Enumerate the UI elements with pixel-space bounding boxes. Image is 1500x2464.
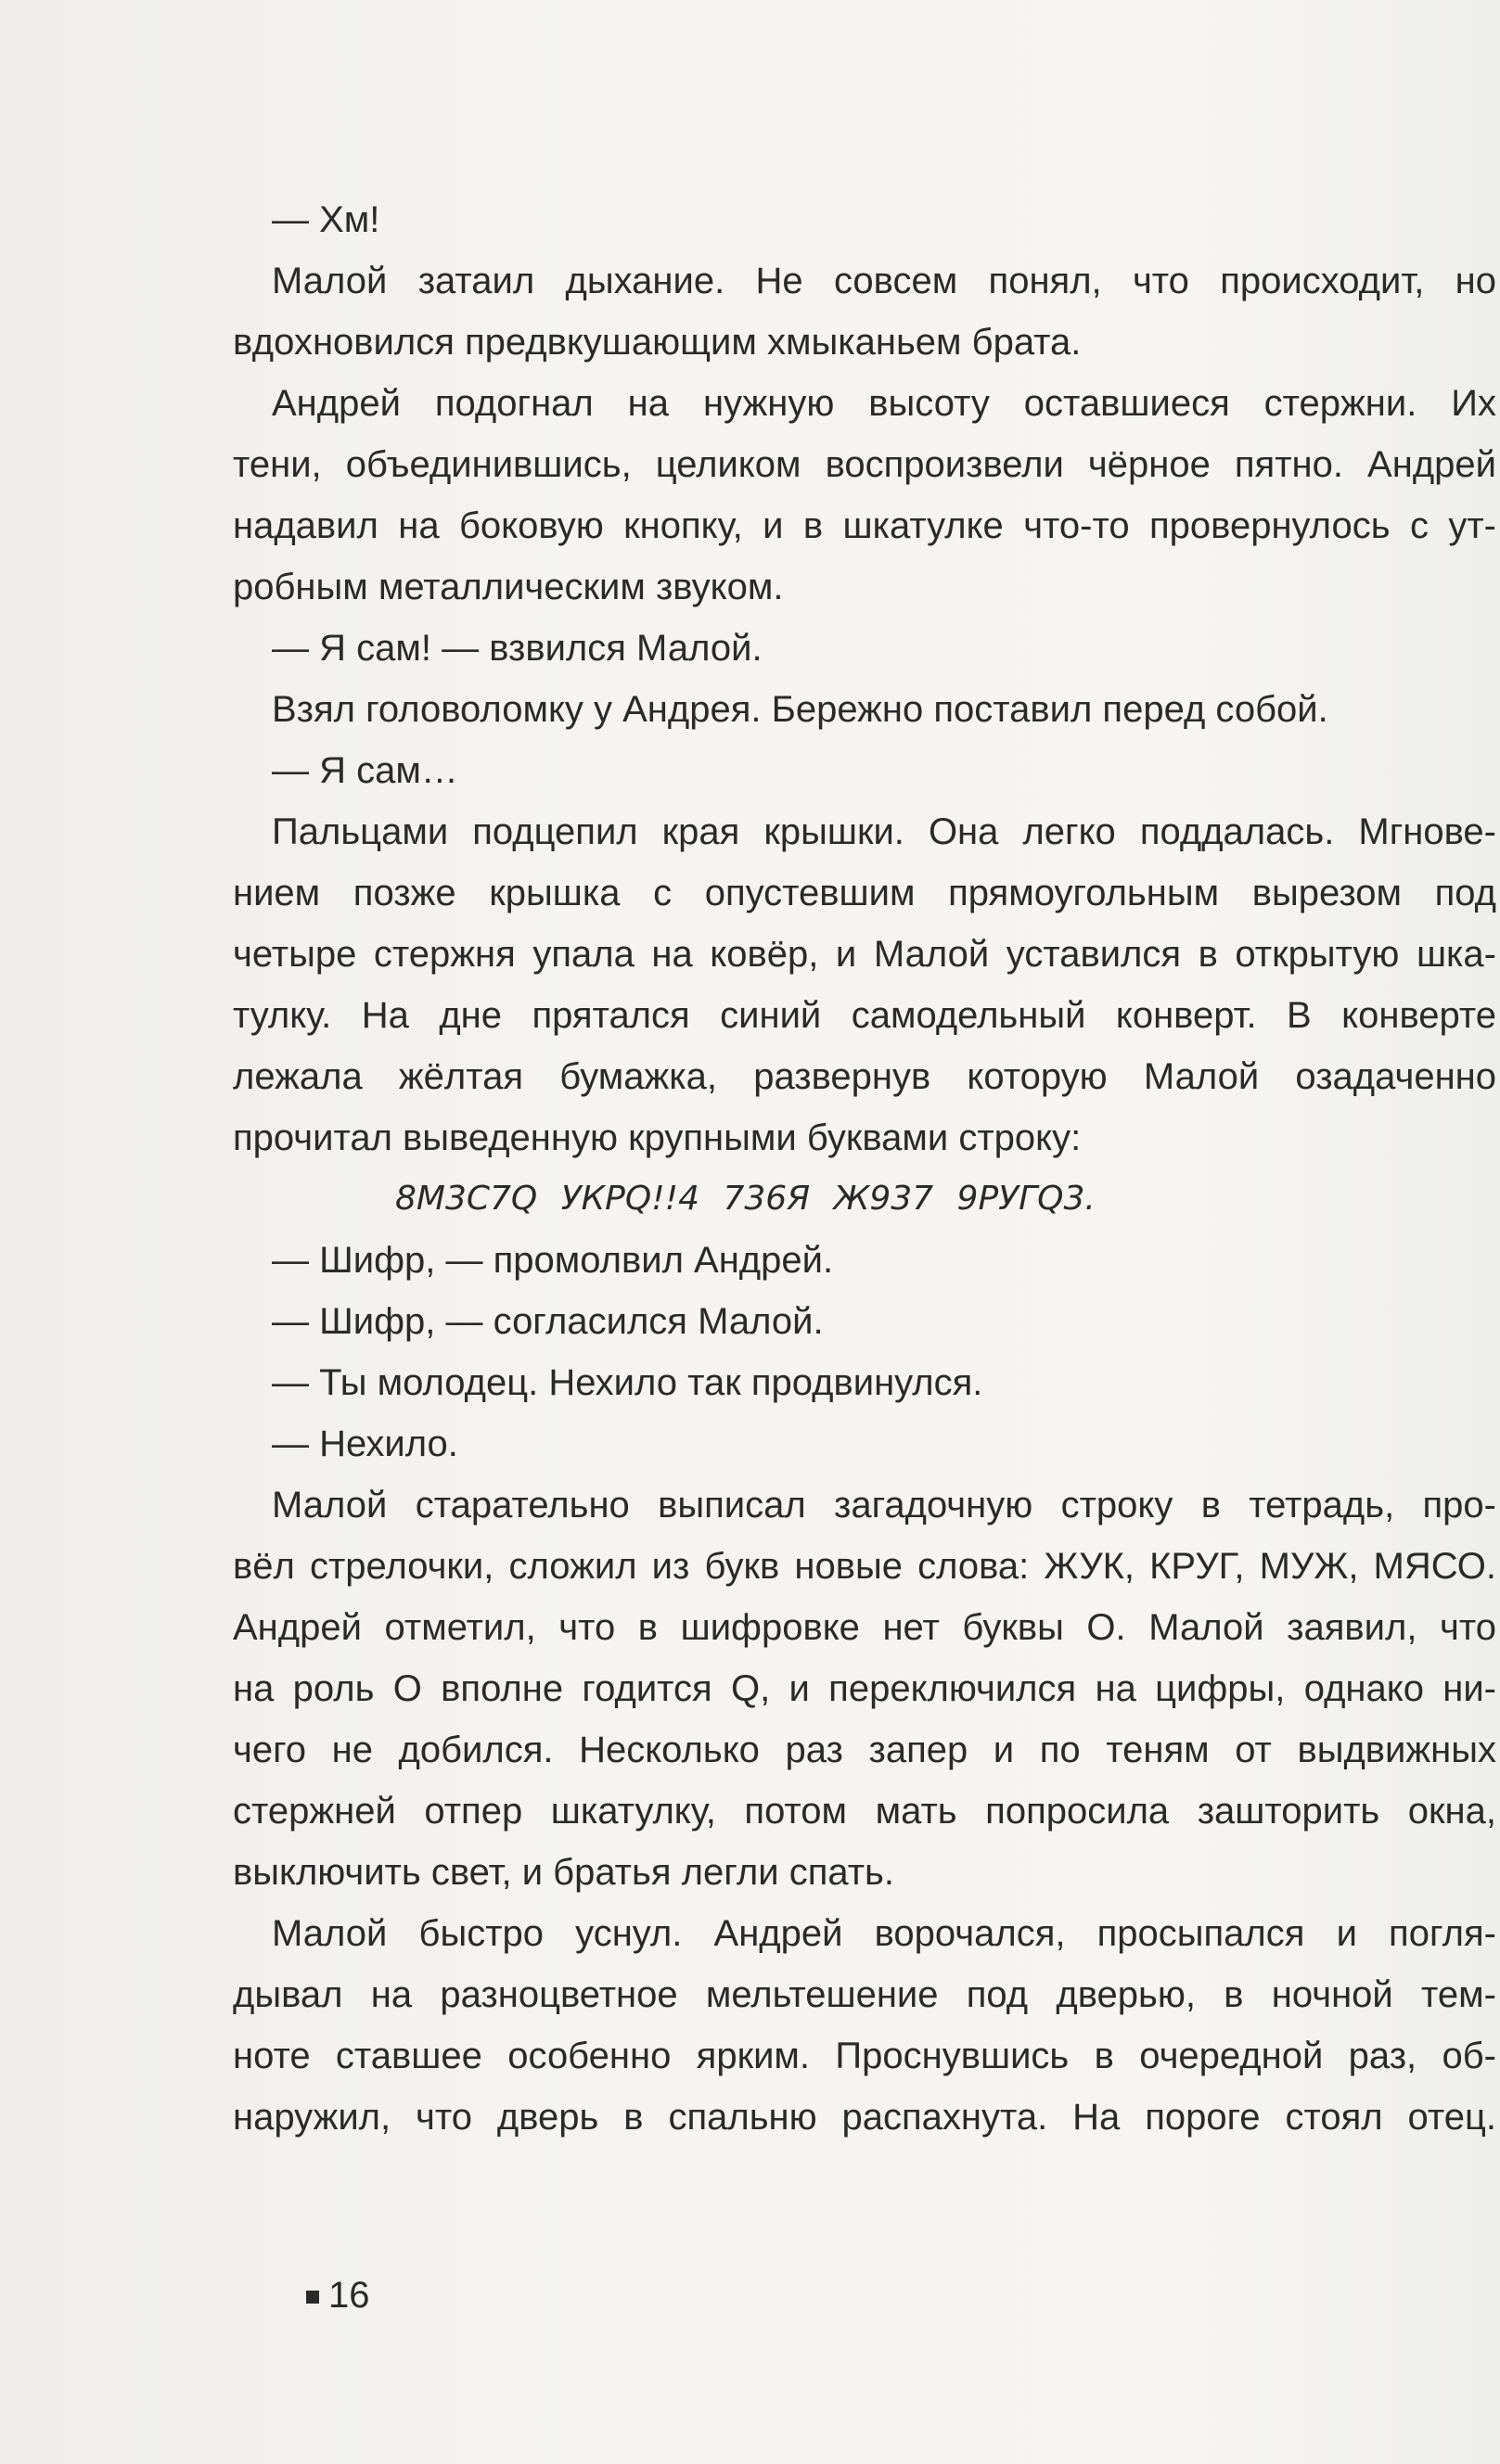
text-line: выключить свет, и братья легли спать. [233,1852,895,1893]
text-line: наружил, что дверь в спальню распахнута. На пороге стоял отец. [233,2097,1496,2138]
text-line: на роль О вполне годится Q, и переключился на цифры, однако ни- [233,1668,1496,1709]
text-line: вёл стрелочки, сложил из букв новые слова: ЖУК, КРУГ, МУЖ, МЯСО. [233,1546,1496,1587]
text-line: Пальцами подцепил края крышки. Она легко поддалась. Мгнове- [272,811,1496,852]
cipher-line: 8М3С7Q УКРQ!!4 736Я Ж937 9РУГQ3. [395,1180,1096,1218]
text-line: — Я сам… [272,750,458,791]
text-line: Андрей отметил, что в шифровке нет буквы О. Малой заявил, что [233,1607,1496,1648]
text-line: ноте ставшее особенно ярким. Проснувшись в очередной раз, об- [233,2036,1496,2076]
text-line: — Я сам! — взвился Малой. [272,628,763,669]
square-bullet-icon [306,2291,319,2304]
text-line: вдохновился предвкушающим хмыканьем брата. [233,322,1082,363]
text-line: — Шифр, — согласился Малой. [272,1301,824,1342]
text-line: — Хм! [272,199,380,240]
text-line: Андрей подогнал на нужную высоту оставшиеся стержни. Их [272,383,1496,424]
text-line: Малой затаил дыхание. Не совсем понял, что происходит, но [272,261,1496,301]
text-line: — Ты молодец. Нехило так продвинулся. [272,1362,983,1403]
text-line: Взял головоломку у Андрея. Бережно поставил перед собой. [272,689,1328,730]
body-text [233,189,1496,2148]
text-line: прочитал выведенную крупными буквами строку: [233,1117,1082,1158]
text-line: дывал на разноцветное мельтешение под дверью, в ночной тем- [233,1974,1496,2015]
text-line: робным металлическим звуком. [233,567,784,607]
text-line: чего не добился. Несколько раз запер и по теням от выдвижных [233,1730,1496,1770]
text-line: четыре стержня упала на ковёр, и Малой уставился в открытую шка- [233,934,1496,975]
page-number-text: 16 [328,2275,370,2316]
text-line: — Шифр, — промолвил Андрей. [272,1240,834,1281]
text-line: тени, объединившись, целиком воспроизвели чёрное пятно. Андрей [233,444,1496,485]
text-line: тулку. На дне прятался синий самодельный конверт. В конверте [233,995,1496,1036]
text-line: лежала жёлтая бумажка, развернув которую Малой озадаченно [233,1056,1496,1097]
text-line: нием позже крышка с опустевшим прямоугольным вырезом под [233,873,1496,913]
text-line: Малой старательно выписал загадочную строку в тетрадь, про- [272,1485,1496,1526]
text-line: — Нехило. [272,1424,458,1464]
text-line: надавил на боковую кнопку, и в шкатулке что-то провернулось с ут- [233,505,1496,546]
text-line: стержней отпер шкатулку, потом мать попросила зашторить окна, [233,1791,1496,1832]
text-line: Малой быстро уснул. Андрей ворочался, просыпался и погля- [272,1913,1496,1954]
page-number [306,2272,370,2318]
